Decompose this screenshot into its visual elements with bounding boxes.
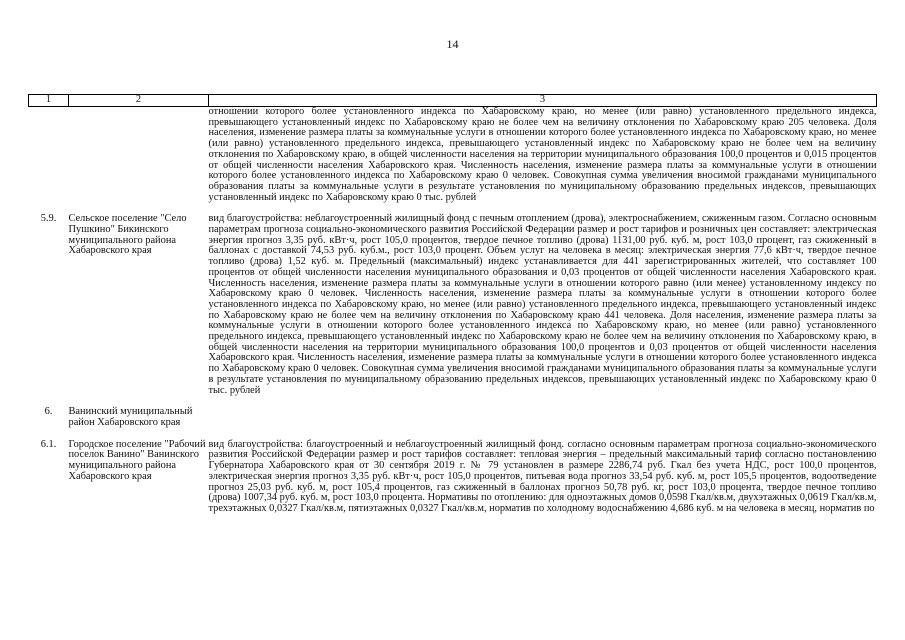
row-municipality [69,107,209,204]
row-description: вид благоустройства: неблагоустроенный жилищный фонд с печным отоплением (дрова), электроснабжением, сжиженным газом. Согласно основным параметрам прогноза социально-экономического развития Российской Федерации размер и рост тарифов и розничных цен составляет: электрическая энергия прогноз 3,35 руб. кВт·ч, рост 105,0 процентов, твердое печное топливо (дрова) 1131,00 руб. куб. м, рост 103,0 процент, газ сжиженный в баллонах с доставкой 74,53 руб. куб.м., рост 103,0 процент. Объем услуг на человека в месяц: электрическая энергия 77,6 кВт·ч, твердое печное топливо (дрова) 1,52 куб. м. Предельный (максимальный) индекс устанавливается для 441 зарегистрированных жителей, что составляет 100 процентов от общей численности населения муниципального образования и 0,03 процентов от общей численности населения Хабаровского края. Численность населения, изменение размера платы за коммунальные услуги в отношении которого равно (или менее) установленному индексу по Хабаровскому краю 0 человек. Численность населения, изменение размера платы за коммунальные услуги в отношении которого более установленного индекса по Хабаровскому краю, но менее (или равно) установленного предельного индекса, превышающего установленный индекс по Хабаровскому краю не более чем на величину отклонения по Хабаровскому краю 441 человека. Доля населения, изменение размера платы за коммунальные услуги в отношении которого более установленного индекса по Хабаровскому краю, но менее (или равно) установленного предельного индекса, превышающего установленный индекс по Хабаровскому краю не более чем на величину отклонения по Хабаровскому краю, в общей численности населения на территории муниципального образования 100,0 процентов и 0,03 процентов от общей численности населения Хабаровского края. Численность населения, изменение размера платы за коммунальные услуги в отношении которого более установленного индекса по Хабаровскому краю 0 человек. Совокупная сумма увеличения вносимой гражданами муниципального образования платы за коммунальные услуги в результате установления по муниципальному образованию предельных индексов, превышающих установленный индекс по Хабаровскому краю 0 тыс. рублей [208,213,877,396]
row-municipality: Ванинский муниципальный район Хабаровского края [68,406,193,428]
row-municipality: Сельское поселение "Село Пушкино" Бикинского муниципального района Хабаровского края [68,213,187,257]
row-number: 5.9. [40,213,57,225]
table-row [29,107,877,204]
page-number: 14 [446,37,459,51]
header-col-1: 1 [29,95,69,107]
row-description [209,396,877,428]
header-col-2: 2 [69,95,209,107]
row-description: вид благоустройства: благоустроенный и неблагоустроенный жилищный фонд. согласно основным параметрам прогноза социально-экономического развития Российской Федерации размер и рост тарифов составляет: тепловая энергия – предельный максимальный тариф согласно постановлению Губернатора Хабаровского края от 30 сентября 2019 г. № 79 установлен в размере 2286,74 руб. Гкал без учета НДС, рост 100,0 процентов, электрическая энергия прогноз 3,35 руб. кВт·ч, рост 105,0 процентов, питьевая вода прогноз 33,54 руб. куб. м, рост 105,5 процентов, водоотведение прогноз 25,03 руб. куб. м, рост 105,4 процентов, газ сжиженный в баллонах прогноз 50,78 руб. кг, рост 103,0 процента, твердое печное топливо (дрова) 1007,34 руб. куб. м, рост 103,0 процента. Нормативы по отоплению: для одноэтажных домов 0,0598 Гкал/кв.м, двухэтажных 0,0619 Гкал/кв.м, трехэтажных 0,0327 Гкал/кв.м, пятиэтажных 0,0327 Гкал/кв.м, норматив по холодному водоснабжению 4,686 куб. м на человека в месяц, норматив по [208,438,877,514]
row-description: отношении которого более установленного индекса по Хабаровскому краю, но менее (или равно) установленного предельного индекса, превышающего установленный индекс по Хабаровскому краю не более чем на величину отклонения по Хабаровскому краю 205 человека. Доля населения, изменение размера платы за коммунальные услуги в отношении которого более установленного индекса по Хабаровскому краю, но менее (или равно) установленного предельного индекса, превышающего установленный индекс по Хабаровскому краю не более чем на величину отклонения по Хабаровскому краю, в общей численности населения на территории муниципального образования 100,0 процентов и 0,015 процентов от общей численности населения Хабаровского края. Численность населения, изменение размера платы за коммунальные услуги в отношении которого более установленного индекса по Хабаровскому краю 0 человек. Совокупная сумма увеличения вносимой гражданами муниципального образования платы за коммунальные услуги в результате установления по муниципальному образованию предельных индексов, превышающих установленный индекс по Хабаровскому краю 0 тыс. рублей [208,106,877,203]
table-row [29,429,877,515]
header-col-3: 3 [209,95,877,107]
row-number: 6.1. [40,438,57,450]
table-row [29,396,877,428]
row-number [29,107,69,204]
table-row [29,203,877,396]
table-header-row [29,95,877,107]
row-number: 6. [44,406,53,418]
document-table [28,94,877,515]
row-municipality: Городское поселение "Рабочий поселок Ванино" Ванинского муниципального района Хабаровского края [68,438,206,482]
